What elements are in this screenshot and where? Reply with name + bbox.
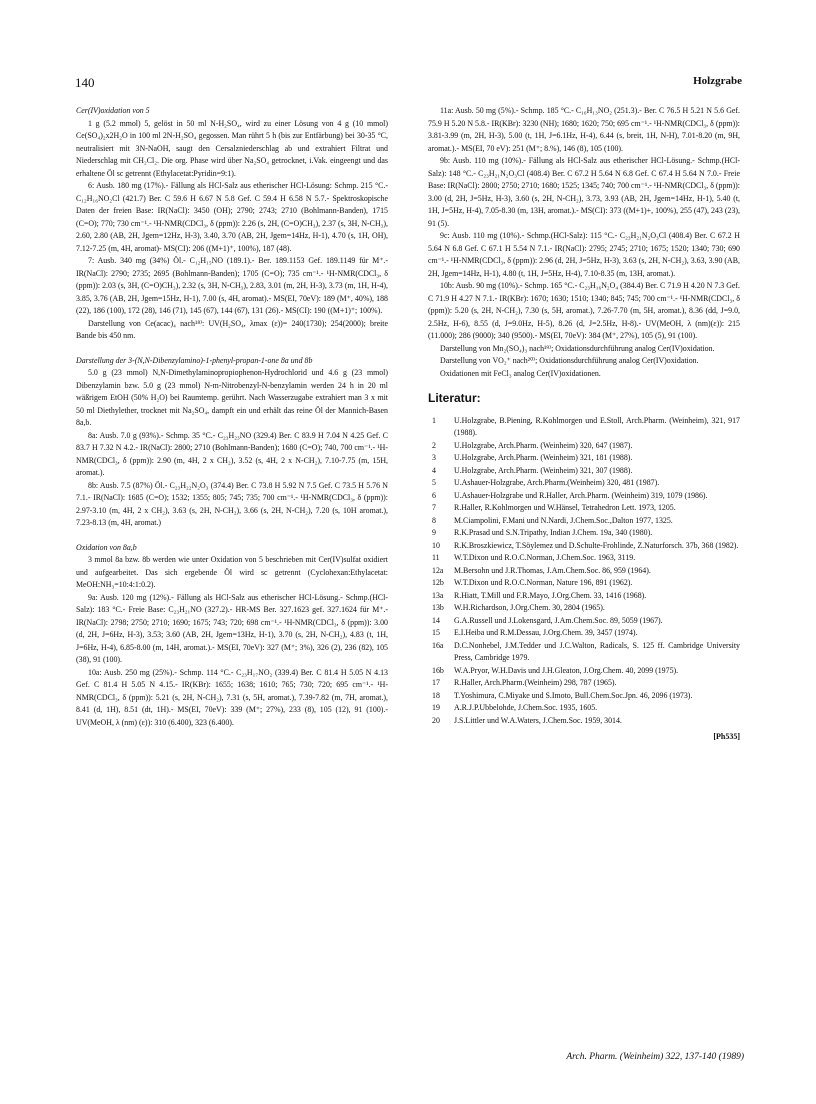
section-heading: Cer(IV)oxidation von 5 [76,106,150,115]
right-paragraph: 11a: Ausb. 50 mg (5%).- Schmp. 185 °C.- C₁₆H₁₃NO₂ (251.3).- Ber. C 76.5 H 5.21 N 5.6 Gef. 75.9 H 5.20 N 5.8.- IR(KBr): 3230 (NH); 1680; 1620; 750; 695 cm⁻¹.- ¹H-NMR(CDCl₃, δ (ppm)): 3.81-3.99 (m, 2H, H-3), 5.00 (t, 1H, J=6.1Hz, H-4), 6.44 (s, breit, 1H, N-H), 7.01-8.20 (m, 9H, aromat.).- MS(EI, 70 eV): 251 (M⁺; 8.%), 146 (8), 105 (100). [428,106,740,153]
reference-item [428,665,740,678]
reference-item [428,540,740,553]
reference-number: 14 [432,615,440,625]
reference-item [428,615,740,628]
reference-number: 18 [432,690,440,700]
reference-text: R.Haller, Arch.Pharm.(Weinheim) 298, 787 (1965). [454,678,617,687]
left-paragraph: 10a: Ausb. 250 mg (25%).- Schmp. 114 °C.- C₂₃H₁₇NO₂ (339.4) Ber. C 81.4 H 5.05 N 4.13 Gef. C 81.4 H 5.05 N 4.15.- IR(KBr): 1655; 1638; 1610; 765; 730; 720; 695 cm⁻¹.- ¹H-NMR(CDCl₃, δ (ppm)): 5.21 (s, 2H, N-CH₂), 7.31 (s, 5H, aromat.), 7.39-7.82 (m, 7H, aromat.), 8.41 (d, 1H), 8.51 (dt, 1H).- MS(EI, 70eV): 339 (M⁺; 27%), 233 (8), 105 (12), 91 (100).- UV(MeOH, λ (nm) (ε)): 310 (6.400), 323 (6.400). [76,667,388,727]
reference-number: 7 [432,503,436,512]
reference-number: 3 [432,453,436,462]
reference-item [428,702,740,715]
right-paragraph: 9b: Ausb. 110 mg (10%).- Fällung als HCl-Salz aus etherischer HCl-Lösung.- Schmp.(HCl-Salz): 148 °C.- C₂₃H₂₁N₂O₃Cl (408.4) Ber. C 67.2 H 5.64 N 6.8 Gef. C 67.4 H 5.64 N 7.0.- Freie Base: IR(NaCl): 2800; 2750; 2710; 1680; 1525; 1345; 740; 700 cm⁻¹.- ¹H-NMR(CDCl₃, δ (ppm)): 3.00 (d, 2H, J=5Hz, H-3), 3.60 (s, 2H, N-CH₂), 3.73, 3.93 (AB, 2H, Jgem=14Hz, H-1), 5.40 (t, 1H, J=5Hz, H-4), 7.05-8.30 (m, 13H, aromat.).- MS(CI): 373 ((M+1)+, 100%), 255 (47), 243 (23), 91 (5). [428,156,740,228]
reference-number: 17 [432,678,440,687]
section-heading: Darstellung der 3-(N,N-Dibenzylamino)-1-phenyl-propan-1-one 8a und 8b [76,355,313,365]
left-paragraph: 5.0 g (23 mmol) N,N-Dimethylaminopropiophenon-Hydrochlorid und 4.6 g (23 mmol) Dibenzylamin bzw. 5.0 g (23 mmol) N-m-Nitrobenzyl-N-benzylamin werden 24 h in 20 ml wäßrigem EtOH (50% H₂O) bei Raumtemp. gerührt. Nach Wasserzugabe extrahiert man 3 x mit 50 ml Diethylether, trocknet mit Na₂SO₄, dampft ein und erhält das reine Öl der Mannich-Basen 8a,b. [76,368,388,427]
reference-text: W.T.Dixon und R.O.C.Norman, Nature 196, 891 (1962). [454,578,633,587]
right-paragraph: Darstellung von Mn₂(SO₄)₃ nach¹⁹⁾; Oxidationsdurchführung analog Cer(IV)oxidation. [440,343,715,353]
reference-number: 19 [432,703,440,712]
reference-item [428,465,740,478]
left-paragraph: 6: Ausb. 180 mg (17%).- Fällung als HCl-Salz aus etherischer HCl-Lösung: Schmp. 215 °C.- C₁₂H₁₆NO₂Cl (421.7) Ber. C 59.6 H 6.67 N 5.8 Gef. C 59.4 H 6.58 N 5.7.- Spektroskopische Daten der freien Base: IR(NaCl): 3450 (OH); 2790; 2743; 2710 (Bohlmann-Banden), 1715 (C=O); 770; 730 cm⁻¹.- ¹H-NMR(CDCl₃, δ (ppm)): 2.26 (s, 2H, (C=O)CH₃), 2.37 (s, 3H, N-CH₃), 2.60, 2.80 (AB, 2H, Jgem=12Hz, H-3), 3.40, 3.70 (AB, 2H, Jgem=14Hz, H-1), 4.70 (s, 1H, OH), 7.12-7.25 (m, 4H, aromat)- MS(CI): 206 ((M+1)⁺, 100%), 187 (48). [76,181,388,253]
reference-item [428,552,740,565]
reference-item [428,515,740,528]
left-paragraph: 8a: Ausb. 7.0 g (93%).- Schmp. 35 °C.- C₂₃H₂₃NO (329.4) Ber. C 83.9 H 7.04 N 4.25 Gef. C 83.7 H 7.32 N 4.2.- IR(NaCl): 2800; 2710 (Bohlmann-Banden); 1680 (C=O); 740, 700 cm⁻¹.- ¹H-NMR(CDCl₃, δ (ppm)): 2.90 (m, 4H, 2 x CH₂), 3.52 (s, 4H, 2 x N-CH₂), 7.10-7.75 (m, 15H, aromat.). [76,430,388,477]
reference-number: 5 [432,478,436,487]
reference-text: E.I.Heiba und R.M.Dessau, J.Org.Chem. 39, 3457 (1974). [454,628,638,637]
reference-number: 15 [432,628,440,637]
reference-text: W.T.Dixon und R.O.C.Norman, J.Chem.Soc. 1963, 3119. [454,553,636,562]
right-paragraph: Darstellung von VO₂⁺ nach²⁰⁾; Oxidationsdurchführung analog Cer(IV)oxidation. [440,356,699,365]
reference-number: 13a [432,590,444,600]
reference-item [428,602,740,615]
reference-text: M.Ciampolini, F.Mani und N.Nardi, J.Chem.Soc.,Dalton 1977, 1325. [454,515,673,525]
reference-text: U.Holzgrabe, Arch.Pharm. (Weinheim) 321, 307 (1988). [454,465,633,475]
reference-text: A.R.J.P.Ubbelohde, J.Chem.Soc. 1935, 1605. [454,703,598,712]
reference-number: 12b [432,578,444,587]
left-paragraph: 8b: Ausb. 7.5 (87%) Öl.- C₂₃H₂₂N₂O₃ (374.4) Ber. C 73.8 H 5.92 N 7.5 Gef. C 73.5 H 5.76 N 7.1.- IR(NaCl): 1685 (C=O); 1532; 1355; 805; 745; 735; 700 cm⁻¹.- ¹H-NMR(CDCl₃, δ (ppm)): 2.97-3.10 (m, 4H, 2 x CH₂), 3.63 (s, 2H, N-CH₂), 3.66 (s, 2H, N-CH₂), 7.20 (s, 10H aromat.), 7.23-8.13 (m, 4H, aromat.) [76,480,388,527]
reference-text: R.Haller, R.Kohlmorgen und W.Hänsel, Tetrahedron Lett. 1973, 1205. [454,503,676,512]
reference-text: U.Holzgrabe, B.Piening, R.Kohlmorgen und E.Stoll, Arch.Pharm. (Weinheim), 321, 917 (1988). [454,415,740,437]
left-column [76,105,388,729]
left-paragraph: Darstellung von Ce(acac)₄ nach¹⁸⁾: UV(H₂SO₄, λmax (ε))= 240(1730); 254(2000); breite Bande bis 450 nm. [76,318,388,340]
left-paragraph: 9a: Ausb. 120 mg (12%).- Fällung als HCl-Salz aus etherischer HCl-Lösung.- Schmp.(HCl-Salz): 183 °C.- Freie Base: C₂₃H₂₁NO (327.2).- HR-MS Ber. 327.1623 gef. 327.1624 für M⁺.- IR(NaCl): 2798; 2750; 2710; 1690; 1675; 743; 720; 698 cm⁻¹.- ¹H-NMR(CDCl₃, δ (ppm)): 3.00 (d, 2H, J=6Hz, H-3), 3.53; 3.60 (AB, 2H, Jgem=13Hz, H-1), 3.70 (s, 2H, N-CH₂), 4.83 (t, 1H, J=6Hz, H-4), 6.85-8.00 (m, 14H, aromat.).- MS(EI, 70eV): 327 (M⁺; 3%), 326 (2), 236 (82), 105 (38), 91 (100). [76,592,388,664]
reference-item [428,527,740,540]
section-gap [76,530,388,542]
left-paragraph: 7: Ausb. 340 mg (34%) Öl.- C₁₂H₁₅NO (189.1).- Ber. 189.1153 Gef. 189.1149 für M⁺.- IR(NaCl): 2790; 2735; 2695 (Bohlmann-Banden); 1705 (C=O); 735 cm⁻¹.- ¹H-NMR(CDCl₃, δ (ppm)): 2.03 (s, 3H, (C=O)CH₃), 2.32 (s, 3H, N-CH₃), 2.83, 3.01 (m, 2H, H-3), 3.73 (m, 1H, H-4), 3.85, 3.76 (AB, 2H, Jgem=15Hz, H-1), 7.00 (s, 4H, aromat).- MS(EI, 70eV): 189 (M⁺, 40%), 188 (22), 186 (100), 172 (28), 146 (71), 145 (67), 144 (67), 131 (26).- MS(CI): 190 ((M+1)⁺; 100%). [76,256,388,315]
reference-number: 1 [432,415,436,425]
reference-text: M.Bersohn und J.R.Thomas, J.Am.Chem.Soc. 86, 959 (1964). [454,565,651,575]
reference-number: 16a [432,640,444,650]
right-column [428,105,740,744]
reference-item [428,627,740,640]
left-paragraph: 1 g (5.2 mmol) 5, gelöst in 50 ml N-H₂SO₄, wird zu einer Lösung von 4 g (10 mmol) Ce(SO₄)₂x2H₂O in 100 ml 2N-H₂SO₄ gegossen. Man rührt 5 h (bis zur Entfärbung) bei 30-35 °C, neutralisiert mit 3N-NaOH, saugt den Cersalzniederschlag ab und extrahiert Filtrat und Niederschlag mit CH₂Cl₂. Die org. Phase wird über Na₂SO₄ getrocknet, i.Vak. eingeengt und das erhaltene Öl sc getrennt (Ethylacetat:Pyridin=9:1). [76,118,388,178]
reference-item [428,490,740,503]
reference-text: R.Hiatt, T.Mill und F.R.Mayo, J.Org.Chem. 33, 1416 (1968). [454,590,647,600]
reference-item [428,502,740,515]
right-paragraph: 10b: Ausb. 90 mg (10%).- Schmp. 165 °C.- C₂₃H₁₆N₂O₄ (384.4) Ber. C 71.9 H 4.20 N 7.3 Gef. C 71.9 H 4.27 N 7.1.- IR(KBr): 1670; 1630; 1510; 1340; 845; 745; 700 cm⁻¹.- ¹H-NMR(CDCl₃, δ (ppm)): 5.20 (s, 2H, N-CH₂), 7.30 (s, 5H, aromat.), 7.26-7.70 (m, 5H, aromat.), 8.36 (dd, J=9.0, 2.5Hz, H-6), 8.55 (d, J=9.0Hz, H-5), 8.26 (d, J=2.5Hz, H-8).- UV(MeOH, λ (nm)(ε)): 215 (11.000); 286 (9000); 340 (9500).- MS(EI, 70eV): 384 (M⁺, 27%), 105 (5), 91 (100). [428,281,740,340]
literature-heading: Literatur: [428,391,481,405]
right-column-body [428,105,740,380]
reference-item [428,677,740,690]
reference-number: 2 [432,440,436,450]
reference-number: 20 [432,715,440,725]
reference-text: J.S.Littler und W.A.Waters, J.Chem.Soc. 1959, 3014. [454,715,622,725]
right-paragraph: Oxidationen mit FeCl₃ analog Cer(IV)oxidationen. [440,368,601,378]
left-paragraph: 3 mmol 8a bzw. 8b werden wie unter Oxidation von 5 beschrieben mit Cer(IV)sulfat oxidiert und aufgearbeitet. Das sich ergebende Öl wird sc getrennt (Cyclohexan:Ethylacetat: MeOH:NH₃=10:4:1:0.2). [76,555,388,589]
reference-number: 4 [432,465,436,475]
reference-item [428,440,740,453]
reference-item [428,690,740,703]
reference-text: U.Holzgrabe, Arch.Pharm. (Weinheim) 321, 181 (1988). [454,453,633,462]
page-number: 140 [75,75,95,90]
reference-number: 8 [432,515,436,525]
reference-text: D.C.Nonhebel, J.M.Tedder und J.C.Walton, Radicals, S. 125 ff. Cambridge University Press, Cambridge 1979. [454,640,740,662]
reference-item [428,477,740,490]
journal-footer: Arch. Pharm. (Weinheim) 322, 137-140 (1989) [566,1052,744,1062]
reference-text: R.K.Broszkiewicz, T.Söylemez und D.Schulte-Frohlinde, Z.Naturforsch. 37b, 368 (1982). [454,540,739,550]
reference-text: U.Ashauer-Holzgrabe, Arch.Pharm.(Weinheim) 320, 481 (1987). [454,478,660,487]
reference-item [428,452,740,465]
reference-text: G.A.Russell und J.Lokensgard, J.Am.Chem.Soc. 89, 5059 (1967). [454,615,663,625]
reference-item [428,415,740,440]
reference-text: T.Yoshimura, C.Miyake und S.Imoto, Bull.Chem.Soc.Jpn. 46, 2096 (1973). [454,690,693,700]
reference-item [428,640,740,665]
reference-text: W.A.Pryor, W.H.Davis und J.H.Gleaton, J.Org.Chem. 40, 2099 (1975). [454,665,679,675]
reference-number: 16b [432,665,444,675]
reference-number: 9 [432,528,436,537]
section-gap [76,343,388,355]
reference-item [428,577,740,590]
reference-text: U.Ashauer-Holzgrabe und R.Haller, Arch.Pharm. (Weinheim) 319, 1079 (1986). [454,490,708,500]
reference-text: U.Holzgrabe, Arch.Pharm. (Weinheim) 320, 647 (1987). [454,440,633,450]
reference-list [428,415,740,728]
right-paragraph: 9c: Ausb. 110 mg (10%).- Schmp.(HCl-Salz): 115 °C.- C₂₃H₂₁N₂O₃Cl (408.4) Ber. C 67.2 H 5.64 N 6.8 Gef. C 67.1 H 5.54 N 7.1.- IR(NaCl): 2795; 2745; 2710; 1675; 1520; 1340; 730; 690 cm⁻¹.- ¹H-NMR(CDCl₃, δ (ppm)): 2.96 (d, 2H, J=5Hz, H-3), 3.63 (s, 2H, N-CH₂), 3.63, 3.90 (AB, 2H, Jgem=14Hz, H-1), 4.80 (t, 1H, J=5Hz, H-4), 7.10-8.35 (m, 13H, aromat.). [428,231,740,278]
reference-number: 11 [432,553,440,562]
reference-item [428,565,740,578]
reference-text: R.K.Prasad und S.N.Tripathy, Indian J.Chem. 19a, 340 (1980). [454,528,653,537]
reference-number: 13b [432,603,444,612]
reference-number: 6 [432,490,436,500]
reference-number: 12a [432,565,444,575]
reference-text: W.H.Richardson, J.Org.Chem. 30, 2804 (1965). [454,603,605,612]
manuscript-code: [Ph535] [713,732,740,741]
reference-item [428,715,740,728]
reference-item [428,590,740,603]
reference-number: 10 [432,540,440,550]
section-heading: Oxidation von 8a,b [76,542,137,552]
running-head: Holzgrabe [693,75,742,87]
